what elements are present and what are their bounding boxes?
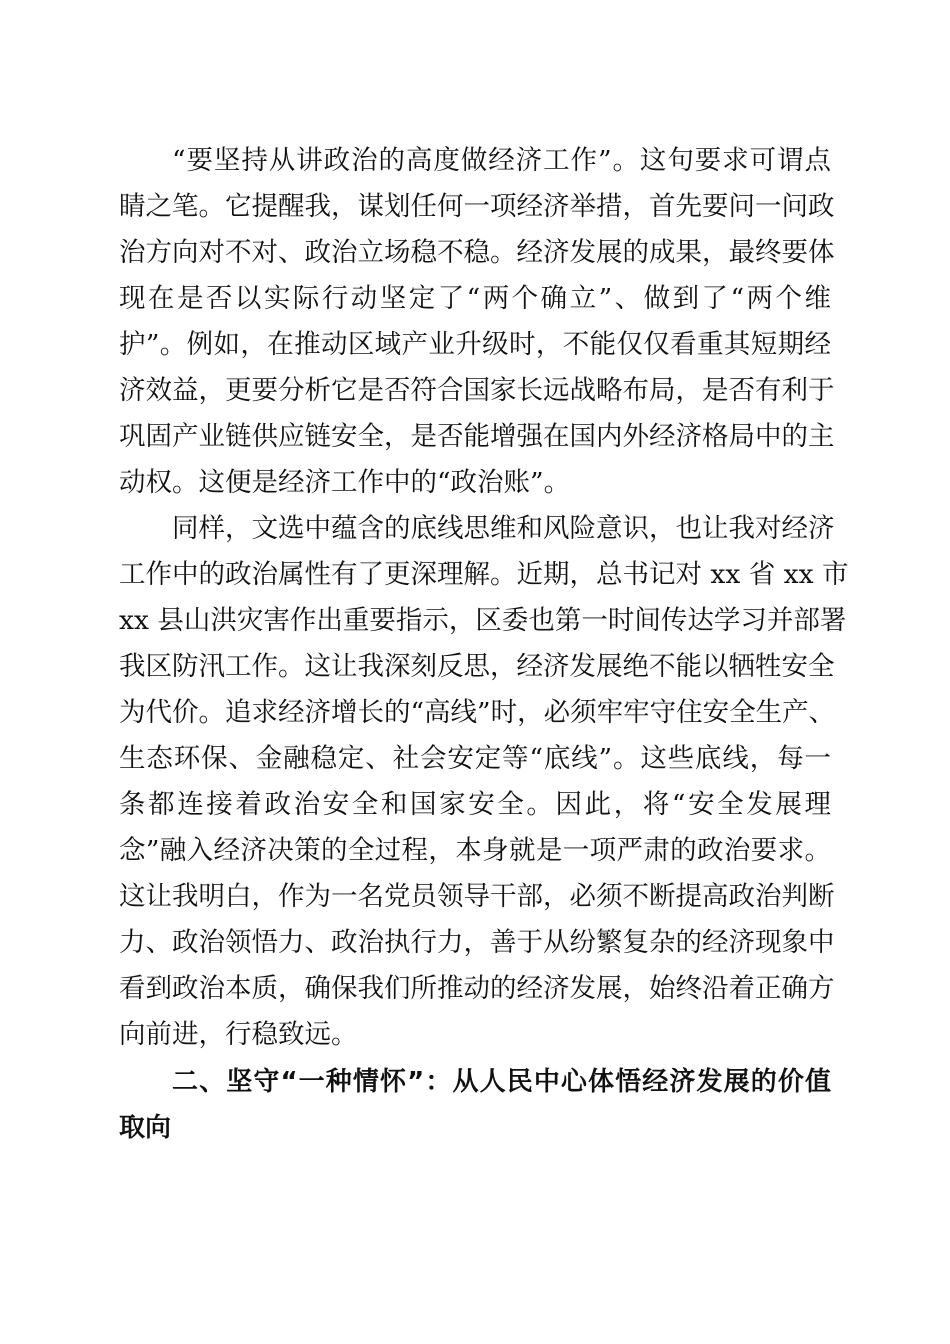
paragraph-line: 济效益，更要分析它是否符合国家长远战略布局，是否有利于 xyxy=(119,375,835,406)
paragraph-line: 向前进，行稳致远。 xyxy=(119,1019,358,1050)
paragraph-line: 护”。例如，在推动区域产业升级时，不能仅仅看重其短期经 xyxy=(119,329,831,360)
paragraph-line: “要坚持从讲政治的高度做经济工作”。这句要求可谓点 xyxy=(172,145,831,176)
heading-line: 二、坚守“一种情怀”：从人民中心体悟经济发展的价值 xyxy=(172,1067,831,1097)
paragraph-line: 治方向对不对、政治立场稳不稳。经济发展的成果，最终要体 xyxy=(119,237,835,268)
paragraph-line: 念”融入经济决策的全过程，本身就是一项严肃的政治要求。 xyxy=(119,835,831,866)
paragraph-line: 为代价。追求经济增长的“高线”时，必须牢牢守住安全生产、 xyxy=(119,697,836,728)
paragraph-line: 同样，文选中蕴含的底线思维和风险意识，也让我对经济 xyxy=(172,513,835,544)
heading-line: 取向 xyxy=(119,1113,172,1143)
paragraph-line: 我区防汛工作。这让我深刻反思，经济发展绝不能以牺牲安全 xyxy=(119,651,835,682)
paragraph-line: 力、政治领悟力、政治执行力，善于从纷繁复杂的经济现象中 xyxy=(119,927,835,958)
paragraph-line: 动权。这便是经济工作中的“政治账”。 xyxy=(119,467,571,498)
paragraph-line: 工作中的政治属性有了更深理解。近期，总书记对 xx 省 xx 市 xyxy=(119,559,849,590)
paragraph-line: 生态环保、金融稳定、社会安定等“底线”。这些底线，每一 xyxy=(119,743,831,774)
paragraph-line: xx 县山洪灾害作出重要指示，区委也第一时间传达学习并部署 xyxy=(119,605,847,636)
paragraph-line: 这让我明白，作为一名党员领导干部，必须不断提高政治判断 xyxy=(119,881,835,912)
paragraph-line: 条都连接着政治安全和国家安全。因此，将“安全发展理 xyxy=(119,789,831,820)
paragraph-line: 现在是否以实际行动坚定了“两个确立”、做到了“两个维 xyxy=(119,283,831,314)
paragraph-line: 睛之笔。它提醒我，谋划任何一项经济举措，首先要问一问政 xyxy=(119,191,835,222)
paragraph-line: 看到政治本质，确保我们所推动的经济发展，始终沿着正确方 xyxy=(119,973,835,1004)
paragraph-line: 巩固产业链供应链安全，是否能增强在国内外经济格局中的主 xyxy=(119,421,835,452)
